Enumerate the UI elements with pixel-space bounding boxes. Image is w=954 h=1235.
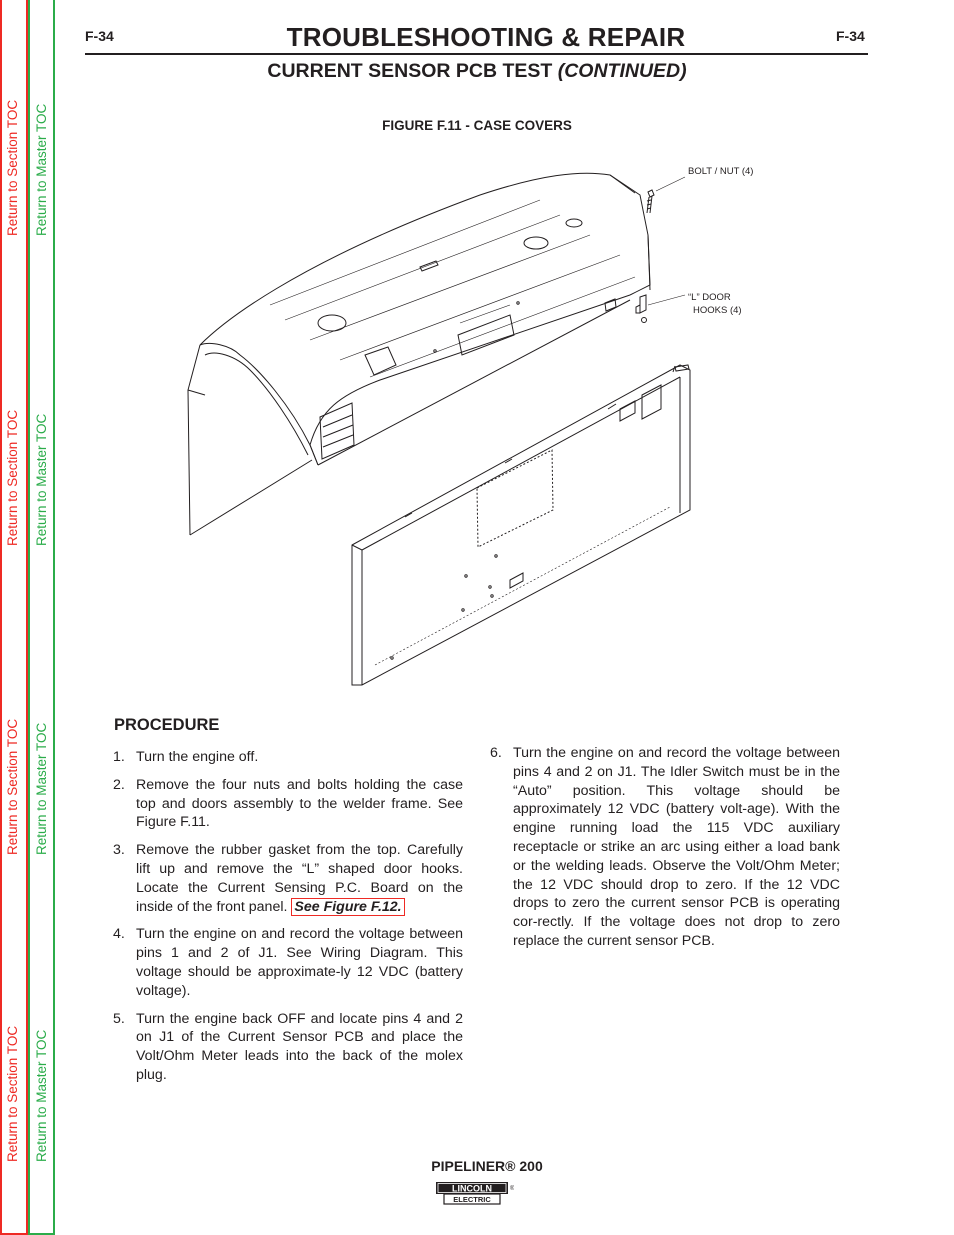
page-number-left: F-34 [85,28,114,44]
header-divider [85,53,868,55]
bolt-nut-callout: BOLT / NUT (4) [688,166,754,177]
step-number: 5. [113,1010,125,1027]
step-number: 6. [490,745,502,761]
page-number-right: F-34 [836,28,865,44]
door-hook-drawing [636,295,685,323]
lincoln-electric-logo-mark [436,1180,514,1208]
return-to-master-toc-link[interactable]: Return to Master TOC [34,722,49,855]
case-top-drawing [188,173,650,535]
return-to-master-toc-link[interactable]: Return to Master TOC [34,1029,49,1162]
return-to-master-toc-link[interactable]: Return to Master TOC [34,103,49,236]
lincoln-electric-logo [436,1180,514,1208]
procedure-step [113,841,463,916]
procedure-step [490,744,840,951]
procedure-step [113,748,463,767]
see-figure-f12-link[interactable]: See Figure F.12. [291,898,404,916]
door-hooks-callout-line2: HOOKS (4) [693,305,742,316]
procedure-step [113,925,463,1000]
return-to-section-toc-link[interactable]: Return to Section TOC [5,409,20,546]
step-text: Turn the engine on and record the voltage between pins 1 and 2 of J1. See Wiring Diagram. This voltage should be approximate-ly 12 VDC (battery voltage). [136,926,463,999]
section-title-suffix: (CONTINUED) [557,60,687,82]
svg-text:®: ® [510,1186,514,1192]
step-number: 1. [113,749,125,765]
step-number: 4. [113,926,125,943]
step-text: Remove the four nuts and bolts holding the case top and doors assembly to the welder frame. See Figure F.11. [136,776,463,831]
procedure-right-column [490,744,840,960]
bolt-drawing [647,177,685,213]
return-to-section-toc-link[interactable]: Return to Section TOC [5,1025,20,1162]
step-text: Turn the engine off. [136,749,259,765]
procedure-left-column [113,748,463,1094]
return-to-master-toc-link[interactable]: Return to Master TOC [34,413,49,546]
case-covers-drawing [180,155,780,695]
front-door-panel-drawing [352,365,690,685]
step-text: Remove the rubber gasket from the top. Carefully lift up and remove the “L” shaped door hooks. Locate the Current Sensing P.C. Board on the inside of the front panel. [136,842,463,915]
section-title-main: CURRENT SENSOR PCB TEST [267,60,553,82]
product-model: PIPELINER® 200 [431,1158,543,1174]
svg-text:ELECTRIC: ELECTRIC [453,1195,491,1204]
return-to-section-toc-link[interactable]: Return to Section TOC [5,718,20,855]
section-title [0,60,954,83]
figure-caption: FIGURE F.11 - CASE COVERS [382,118,572,133]
procedure-step [113,776,463,832]
step-number: 3. [113,842,125,859]
svg-text:LINCOLN: LINCOLN [452,1183,492,1194]
case-covers-figure [180,155,780,695]
return-to-section-toc-link[interactable]: Return to Section TOC [5,99,20,236]
procedure-step [113,1010,463,1085]
page-title: TROUBLESHOOTING & REPAIR [286,22,686,52]
door-hooks-callout-line1: “L” DOOR [688,292,731,303]
step-text: Turn the engine on and record the voltage between pins 4 and 2 on J1. The Idler Switch must be in the “Auto” position. This voltage should be approximately 12 VDC (battery volt-age). With the engine running load the 115 VDC auxiliary receptacle or strike an arc using either a load bank or the welding leads. Observe the Volt/Ohm Meter; the 12 VDC should drop to zero. If the 12 VDC drops to zero the current sensor PCB is operating cor-rectly. If the voltage does not drop to zero replace the current sensor PCB. [513,745,840,949]
step-number: 2. [113,776,125,793]
procedure-heading: PROCEDURE [114,716,220,734]
step-text: Turn the engine back OFF and locate pins 4 and 2 on J1 of the Current Sensor PCB and place the Volt/Ohm Meter leads into the back of the molex plug. [136,1010,463,1083]
